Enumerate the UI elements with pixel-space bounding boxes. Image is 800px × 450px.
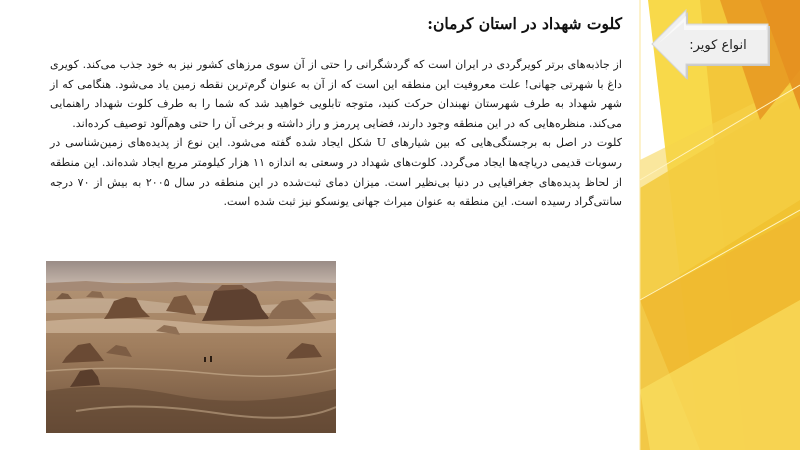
slide-title: کلوت شهداد در استان کرمان: bbox=[427, 14, 622, 33]
paragraph-2: کلوت در اصل به برجستگی‌هایی که بین شیارهای U شکل ایجاد شده گفته می‌شود. این نوع از پدیده‌های زمین‌شناسی در رسوبات قدیمی دریاچه‌ها ایجاد می‌گردد. کلوت‌های شهداد در وسعتی به اندازه ۱۱ هزار کیلومتر مربع ایجاد شده‌اند. این منطقه از لحاظ پدیده‌های جغرافیایی در دنیا بی‌نظیر است. میزان دمای ثبت‌شده در این منطقه در سال ۲۰۰۵ به بیش از ۷۰ درجه سانتی‌گراد رسیده است. این منطقه به عنوان میراث جهانی یونسکو نیز ثبت شده است. bbox=[50, 136, 622, 209]
body-text bbox=[50, 55, 622, 212]
nav-label[interactable]: انواع کویر: bbox=[689, 38, 747, 53]
desert-kaluts-photo bbox=[46, 261, 336, 433]
paragraph-1: از جاذبه‌های برتر کویرگردی در ایران است که گردشگرانی را حتی از آن سوی مرزهای کشور نیز به خود جذب می‌کند. کویری داغ با شهرتی جهانی! علت معروفیت این منطقه این است که از آن به عنوان گرم‌ترین نقطه زمین یاد می‌شود. هنگامی که از شهر شهداد به طرف شهرستان نهبندان حرکت کنید، متوجه تابلویی خواهید شد که شما را به طرف کلوت شهداد راهنمایی می‌کند. منظره‌هایی که در این منطقه وجود دارند، فضایی پررمز و راز داشته و برخی آن را حتی وهم‌آلود توصیف کرده‌اند. bbox=[50, 58, 622, 130]
